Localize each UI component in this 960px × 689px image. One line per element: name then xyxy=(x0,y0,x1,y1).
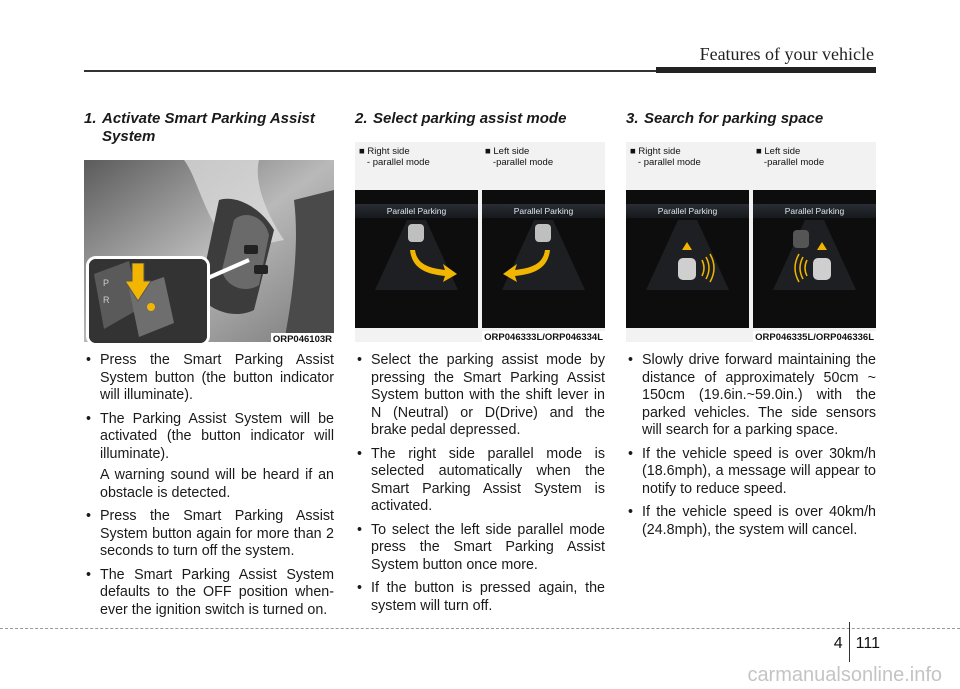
figure-legend xyxy=(626,142,876,190)
shift-console-figure xyxy=(84,160,334,345)
section-title: 2. Select parking assist mode xyxy=(355,110,567,127)
car-icon xyxy=(813,258,831,280)
list-item: • If the button is pressed again, the system will turn off. xyxy=(355,580,605,615)
header-rule xyxy=(84,70,656,72)
display-banner: Parallel Parking xyxy=(626,204,749,218)
list-item: • If the vehicle speed is over 30km/h (18.6mph), a message will appear to notify to reduce speed. xyxy=(626,446,876,499)
display-panel-left xyxy=(482,190,605,328)
display-banner: Parallel Parking xyxy=(753,204,876,218)
header-bar xyxy=(656,67,876,73)
warning-note: A warning sound will be heard if an obstacle is detected. xyxy=(100,467,334,501)
list-item: • To select the left side parallel mode press the Smart Parking Assist System button once more. xyxy=(355,522,605,575)
legend-left-side: ■ Left side -parallel mode xyxy=(485,146,554,168)
legend-right-side: ■ Right side - parallel mode xyxy=(630,146,701,168)
car-icon xyxy=(535,224,551,242)
figure-label: ORP046103R xyxy=(272,334,332,345)
search-space-figure xyxy=(626,142,876,342)
svg-text:P: P xyxy=(103,278,110,288)
display-panel-left xyxy=(753,190,876,328)
list-item: • Slowly drive forward maintaining the distance of approximately 50cm ~ 150cm (19.6in.~59.0in.) with the parked vehicles. The side sensors will search for a parking space. xyxy=(626,352,876,440)
section-select-mode xyxy=(355,110,605,621)
list-item: • Press the Smart Parking Assist System button (the button indicator will illuminate). xyxy=(84,352,334,405)
display-banner: Parallel Parking xyxy=(355,204,478,218)
button-closeup-inset xyxy=(86,256,210,346)
bullet-list xyxy=(84,508,334,619)
display-panel-right xyxy=(355,190,478,328)
mode-select-figure xyxy=(355,142,605,342)
display-banner: Parallel Parking xyxy=(482,204,605,218)
figure-legend xyxy=(355,142,605,190)
car-icon xyxy=(678,258,696,280)
section-title: 1. Activate Smart Parking Assist System xyxy=(84,110,315,145)
chapter-number: 4 xyxy=(833,635,843,652)
figure-label: ORP046335L/ORP046336L xyxy=(755,332,874,343)
bullet-list xyxy=(626,352,876,539)
bullet-list xyxy=(355,352,605,615)
section-title: 3. Search for parking space xyxy=(626,110,824,127)
legend-left-side: ■ Left side -parallel mode xyxy=(756,146,825,168)
svg-text:R: R xyxy=(103,295,110,305)
car-icon xyxy=(408,224,424,242)
page-number xyxy=(834,622,880,662)
arrow-icon xyxy=(125,263,151,303)
legend-right-side: ■ Right side - parallel mode xyxy=(359,146,430,168)
list-item: • The Smart Parking Assist System defaults to the OFF position when-ever the ignition switch is turned on. xyxy=(84,567,334,620)
button-indicator-icon xyxy=(147,303,155,311)
page-number-value: 111 xyxy=(855,635,880,652)
list-item: • The Parking Assist System will be activated (the button indicator will illuminate). xyxy=(84,411,334,464)
figure-label: ORP046333L/ORP046334L xyxy=(484,332,603,343)
list-item: • Press the Smart Parking Assist System button again for more than 2 seconds to turn off the system. xyxy=(84,508,334,561)
page-header-title: Features of your vehicle xyxy=(699,44,874,64)
display-panel-right xyxy=(626,190,749,328)
footer-rule xyxy=(0,628,960,629)
list-item: • The right side parallel mode is selected automatically when the Smart Parking Assist System is activated. xyxy=(355,446,605,516)
section-activate xyxy=(84,110,334,625)
list-item: • Select the parking assist mode by pressing the Smart Parking Assist System button with the shift lever in N (Neutral) or D(Drive) and the brake pedal depressed. xyxy=(355,352,605,440)
watermark: carmanualsonline.info xyxy=(747,664,942,686)
section-search-space xyxy=(626,110,876,545)
list-item: • If the vehicle speed is over 40km/h (24.8mph), the system will cancel. xyxy=(626,504,876,539)
bullet-list xyxy=(84,352,334,463)
